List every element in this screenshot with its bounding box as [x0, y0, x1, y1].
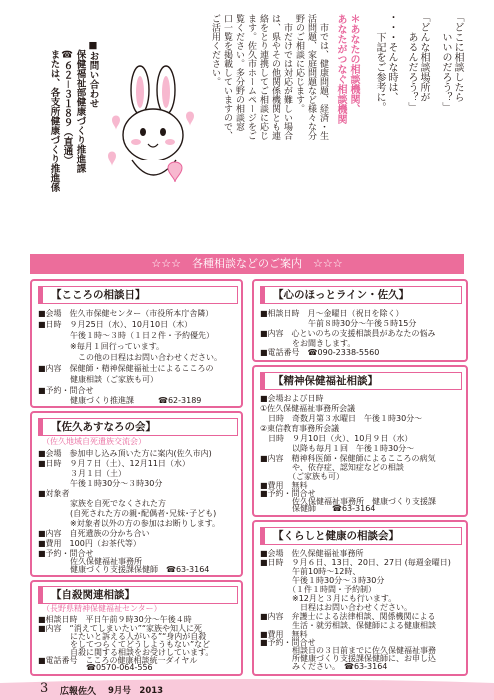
box-line: にたいと訴える人がいる”“身内が自殺 [38, 632, 207, 641]
intro-body-line: は、県やその他関係機関とも連 [270, 14, 280, 140]
box-line: （１件１時間・予約制） [260, 585, 376, 594]
box-line: ■内容 弁護士による法律相談、関係機関による [260, 612, 436, 621]
box-title: 【こころの相談日】 [38, 286, 238, 304]
box-title: 【佐久あすなろの会】 [38, 418, 238, 436]
box-line: や、依存症、認知症などの相談 [260, 463, 404, 472]
intro-question-line: 「どんな相談場所が [418, 12, 429, 102]
box-title: 【くらしと健康の相談会】 [260, 527, 462, 545]
box-line: みください。 ☎63-3164 [260, 662, 388, 671]
box-line: ②東信教育事務所会議 [260, 424, 340, 433]
intro-question-line: ・・・そんな時は、 [386, 12, 397, 102]
box-line: ■費用 100円（お茶代等） [38, 539, 141, 548]
intro-body-line: 市では、健康問題、経済・生 [318, 14, 328, 140]
box-line: ①佐久保健福祉事務所会議 [260, 404, 356, 413]
intro-body-line: 口一覧を掲載していますので、 [222, 14, 232, 140]
box-line: ☎0570-064-556 [38, 663, 153, 672]
box-title: 【自殺関連相談】 [38, 586, 238, 604]
intro-contact-line: 保健福祉部健康づくり推進課 [74, 40, 86, 173]
intro-body-line: 市だけでは対応が難しい場合 [282, 14, 292, 140]
box-kokoro-soudan [30, 279, 243, 408]
box-line: をしてつらくてどうしようもない”など [38, 640, 211, 649]
box-subtitle: （佐久地域自死遺族交流会） [42, 437, 146, 446]
intro-heading: ＊あなたの相談機関、 [348, 14, 359, 114]
box-line: ■相談日時 平日午前９時30分～午後４時 [38, 615, 192, 624]
box-kokoro-hotline [252, 279, 468, 362]
box-line: ■会場および日時 [260, 394, 324, 403]
intro-contact-line: ■お問い合わせ [87, 40, 99, 108]
intro-body-line: ます。佐久市ホームページをご [246, 14, 256, 140]
box-line: ■予約・問合せ [38, 386, 94, 395]
intro-question-line: あるんだろう？」 [406, 12, 417, 112]
box-line: 午後１時30分～３時30分 [38, 479, 163, 488]
box-line: 午前８時30分～午後５時15分 [260, 319, 417, 328]
publication-name: 広報佐久 [60, 687, 97, 697]
box-title: 【精神保健福祉相談】 [260, 372, 462, 390]
intro-contact-line: または、各支所健康づくり推進係 [48, 40, 60, 192]
box-jisatsu-kanren [30, 580, 243, 676]
box-line: ■内容 自死遺族の分かち合い [38, 529, 150, 538]
box-line: ■予約・問合せ [260, 638, 316, 647]
box-line: 日時 ９月10日（火）、10月９日（水） [260, 434, 413, 443]
box-line: ■内容 保健師・精神保健福祉士によるこころの [38, 364, 214, 373]
box-line: ■内容 心といのちの支援相談員があなたの悩み [260, 329, 436, 338]
box-kurashi-kenkou [252, 520, 468, 676]
intro-contact-line: ☎６２－３１８９（直通） [61, 40, 73, 166]
box-line: 日程はお問い合わせください。 [260, 603, 412, 612]
intro-body-line: 野のご相談に応じます。 [294, 14, 304, 113]
box-line: 健康相談（ご家族も可） [38, 375, 158, 384]
intro-question-line: いいのだろう？」 [440, 12, 451, 112]
box-line: ■費用 無料 [260, 481, 308, 490]
box-line: ■予約・問合せ [260, 489, 316, 498]
intro-question-line: 「どこに相談したら [452, 12, 463, 102]
intro-body-line: 活問題、家庭問題など様々な分 [306, 14, 316, 140]
box-line: ３月１日（土） [38, 469, 126, 478]
box-line: ■内容 “消えてしまいたい”“家族や知人に死 [38, 624, 202, 633]
box-line: 午後１時30分～３時30分 [260, 576, 385, 585]
box-line: この他の日程はお問い合わせください。 [38, 353, 222, 362]
box-line: （ご家族も可） [260, 472, 344, 481]
box-line: 佐久保健福祉事務所 [38, 557, 142, 566]
box-line: ■費用 無料 [260, 630, 308, 639]
box-line: ※毎月１回行っています。 [38, 342, 165, 351]
box-line: ■会場 佐久保健福祉事務所 [260, 549, 364, 558]
box-line: ■相談日時 月～金曜日（祝日を除く） [260, 309, 404, 318]
box-line: 自殺に関する相談をお受けしています。 [38, 648, 214, 657]
box-line: ■対象者 [38, 489, 70, 498]
box-seishin-hoken [252, 365, 468, 517]
box-line: ■会場 佐久市保健センター（市役所本庁舎隣） [38, 309, 214, 318]
box-line: ※対象者以外の方の参加はお断りします。 [38, 519, 221, 528]
box-line: 保健師 ☎63-3164 [260, 504, 376, 513]
box-line: 生活・就労相談、保健師による健康相談 [260, 621, 436, 630]
box-line: ■電話番号 こころの健康相談統一ダイヤル [38, 656, 198, 665]
box-line: (自死された方の親･配偶者･兄妹･子ども) [38, 509, 217, 518]
page-footer [0, 677, 494, 700]
box-line: ■電話番号 ☎090-2338-5560 [260, 348, 380, 357]
box-saku-asunaro [30, 411, 243, 577]
box-line: ※12月と３月にも行います。 [260, 594, 397, 603]
box-line: ■日時 ９月７日（土）、12月11日（水） [38, 459, 190, 468]
page-number: 3 [40, 681, 49, 696]
intro-section [0, 0, 494, 250]
box-line: ■予約・問合せ [38, 549, 94, 558]
box-line: 佐久保健福祉事務所 健康づくり支援課 [260, 497, 436, 506]
section-header: ☆☆☆ 各種相談などのご案内 ☆☆☆ [30, 254, 464, 274]
box-line: ■会場 参加申し込み頂いた方に案内(佐久市内) [38, 449, 212, 458]
box-line: ■日時 ９月25日（水）、10月10日（木） [38, 320, 193, 329]
box-line: 健康づくり推進課 ☎62-3189 [38, 396, 202, 405]
box-line: ■日時 ９月６日、13日、20日、27日 (毎週金曜日) [260, 558, 451, 567]
box-line: ■内容 精神科医師・保健師によるこころの病気 [260, 454, 436, 463]
box-line: 日時 奇数月第３水曜日 午後１時30分～ [260, 414, 423, 423]
box-line: 午後１時～３時（１日２件・予約優先） [38, 331, 214, 340]
box-line: 健康づくり支援課保健師 ☎63-3164 [38, 565, 210, 574]
box-line: 以降も毎月１回 午後１時30分～ [260, 444, 415, 453]
box-line: 所健康づくり支援課保健師に、お申し込 [260, 654, 436, 663]
intro-heading: あなたがつなぐ相談機関 [335, 14, 346, 124]
mascot-rabbit-illustration [98, 60, 208, 200]
intro-body-line: ご活用ください。 [210, 14, 220, 86]
box-line: をお聞きします。 [260, 339, 356, 348]
issue-label: 9月号 2013 [108, 686, 164, 696]
box-subtitle: （長野県精神保健福祉センター） [42, 604, 162, 613]
intro-body-line: 覧ください。多分野の相談窓 [234, 14, 244, 131]
box-line: 相談日の３日前までに佐久保健福祉事務 [260, 646, 436, 655]
box-title: 【心のほっとライン・佐久】 [260, 286, 462, 304]
box-line: 午前10時～12時、 [260, 567, 361, 576]
intro-question-line: 下記をご参考に。 [374, 12, 385, 112]
intro-body-line: 絡をとり連携してご相談に応じ [258, 14, 268, 140]
box-line: 家族を自死でなくされた方 [38, 499, 166, 508]
